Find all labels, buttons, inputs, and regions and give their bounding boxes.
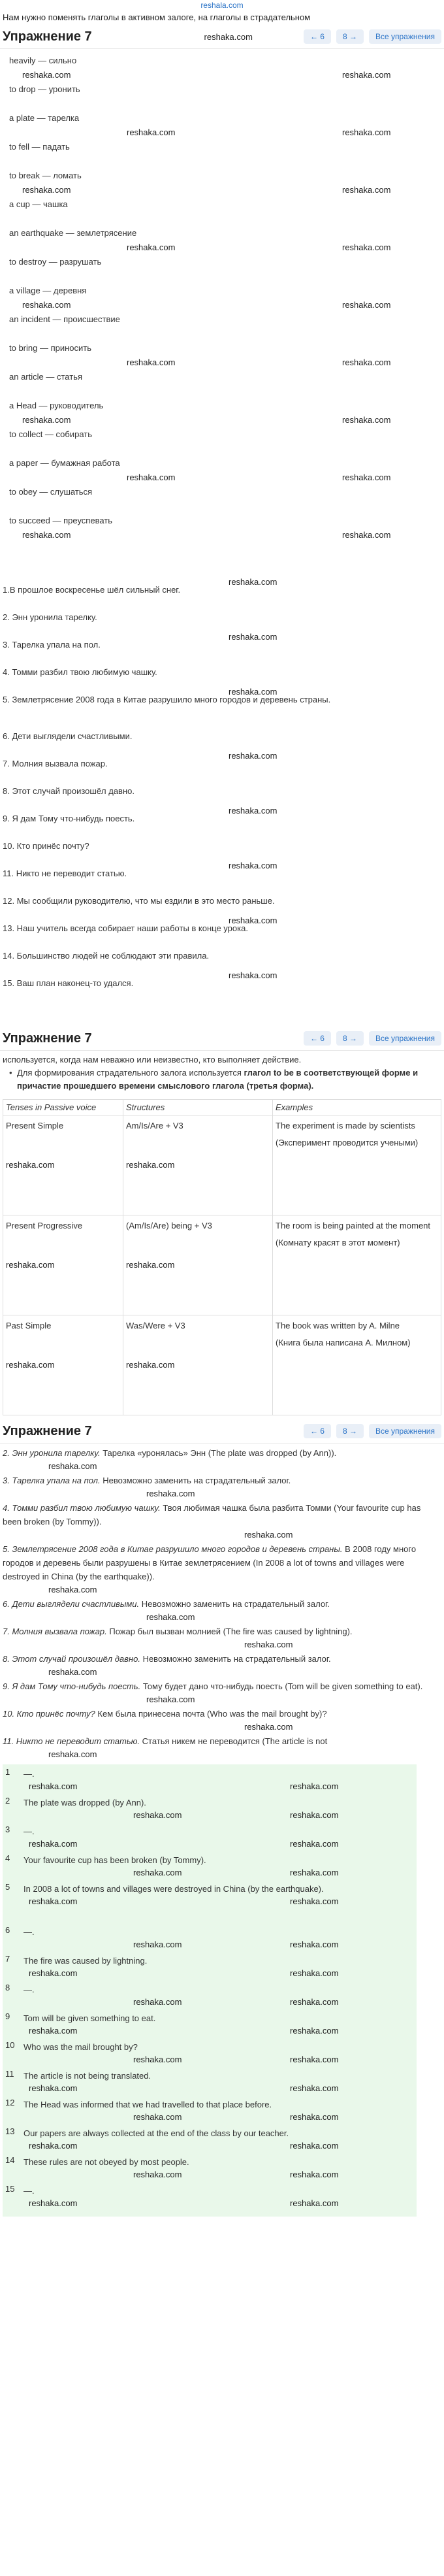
- sentence-text: 14. Большинство людей не соблюдают эти правила.: [3, 951, 210, 961]
- answer-explanation-text: Невозможно заменить на страдательный залог.: [140, 1654, 331, 1664]
- answer-number: 6: [5, 1925, 10, 1935]
- sentence-text: 2. Энн уронила тарелку.: [3, 612, 97, 622]
- example-russian: (Комнату красят в этот момент): [276, 1238, 400, 1247]
- answer-explanations: [0, 1444, 444, 1764]
- answer-text: The article is not being translated.: [24, 2071, 151, 2081]
- answer-explanation: [3, 1446, 441, 1460]
- vocab-pair: [3, 225, 441, 283]
- answer-source-sentence: 4. Томми разбил твою любимую чашку.: [3, 1503, 161, 1513]
- watermark: reshaka.com: [290, 2141, 339, 2151]
- answer-number: 10: [5, 2040, 15, 2050]
- answer-number: 9: [5, 2011, 10, 2021]
- answer-explanation-text: Тарелка «уронялась» Энн (The plate was dropped (by Ann)).: [100, 1448, 337, 1458]
- watermark: reshaka.com: [127, 357, 176, 367]
- answer-source-sentence: 3. Тарелка упала на пол.: [3, 1476, 101, 1485]
- watermark: reshaka.com: [290, 1997, 339, 2007]
- answer-source-sentence: 11. Никто не переводит статью.: [3, 1736, 140, 1746]
- exercise-header-3: [0, 1419, 444, 1444]
- answer-key-row: [3, 1794, 417, 1823]
- watermark: reshaka.com: [22, 415, 71, 425]
- tense-name: Present Simple: [6, 1121, 64, 1131]
- example-russian: (Эксперимент проводится учеными): [276, 1138, 419, 1148]
- answer-explanation-text: Кем была принесена почта (Who was the mail brought by)?: [95, 1709, 327, 1719]
- sentence-text: 5. Землетрясение 2008 года в Китае разрушило много городов и деревень страны.: [3, 695, 331, 704]
- structure-cell: [123, 1115, 273, 1215]
- top-link[interactable]: reshala.com: [200, 1, 244, 10]
- watermark: reshaka.com: [29, 2141, 78, 2151]
- exercise-sentence: [0, 784, 444, 811]
- vocab-pair: [3, 398, 441, 455]
- all-exercises-button-2[interactable]: Все упражнения: [369, 1031, 441, 1046]
- watermark: reshaka.com: [126, 1160, 175, 1170]
- sentence-text: 13. Наш учитель всегда собирает наши работы в конце урока.: [3, 923, 248, 933]
- sentence-text: 9. Я дам Тому что-нибудь поесть.: [3, 814, 135, 823]
- example-cell: [273, 1115, 441, 1215]
- watermark: reshaka.com: [342, 127, 391, 137]
- sentence-text: 12. Мы сообщили руководителю, что мы ездили в это место раньше.: [3, 896, 275, 906]
- answer-explanation: [3, 1597, 441, 1611]
- vocabulary-list: [0, 49, 444, 582]
- exercise-sentence: [0, 893, 444, 921]
- watermark: reshaka.com: [29, 2026, 78, 2036]
- vocab-item: a plate — тарелка: [9, 113, 80, 123]
- vocab-item: to collect — собирать: [9, 429, 93, 439]
- answer-explanation: [3, 1542, 441, 1583]
- watermark: reshaka.com: [48, 1749, 97, 1759]
- sentence-text: 6. Дети выглядели счастливыми.: [3, 731, 133, 741]
- answer-key-row: [3, 1981, 417, 2010]
- next-exercise-button[interactable]: 8 →: [336, 29, 364, 44]
- sentence-text: 15. Ваш план наконец-то удался.: [3, 978, 134, 988]
- exercise-sentence: [0, 838, 444, 866]
- vocab-item: a cup — чашка: [9, 199, 68, 209]
- watermark: reshaka.com: [290, 1896, 339, 1906]
- answer-number: 5: [5, 1882, 10, 1892]
- answer-explanation: [3, 1652, 441, 1666]
- answer-text: The plate was dropped (by Ann).: [24, 1798, 146, 1808]
- watermark: reshaka.com: [244, 1722, 293, 1732]
- exercise-title-2: Упражнение 7: [3, 1031, 92, 1046]
- vocab-item: a paper — бумажная работа: [9, 458, 120, 468]
- answer-number: 7: [5, 1954, 10, 1964]
- sentence-text: 7. Молния вызвала пожар.: [3, 759, 108, 768]
- watermark: reshaka.com: [342, 530, 391, 540]
- watermark: reshaka.com: [133, 1997, 182, 2007]
- answer-key-row: [3, 2068, 417, 2096]
- answer-text: —.: [24, 1769, 35, 1779]
- vocab-item: to break — ломать: [9, 171, 82, 180]
- vocab-item: to drop — уронить: [9, 84, 80, 94]
- vocab-item: to succeed — преуспевать: [9, 516, 113, 525]
- watermark: reshaka.com: [127, 472, 176, 482]
- answer-number: 13: [5, 2126, 15, 2136]
- tense-name: Past Simple: [6, 1321, 52, 1330]
- watermark: reshaka.com: [229, 806, 278, 816]
- all-exercises-button-3[interactable]: Все упражнения: [369, 1424, 441, 1438]
- exercise-sentence: [0, 806, 444, 838]
- answer-source-sentence: 5. Землетрясение 2008 года в Китае разрушило много городов и деревень страны.: [3, 1544, 343, 1554]
- exercise-title: Упражнение 7: [3, 29, 92, 44]
- watermark: reshaka.com: [22, 185, 71, 195]
- vocab-item: to obey — слушаться: [9, 487, 93, 497]
- answer-explanation: [3, 1679, 441, 1693]
- watermark: reshaka.com: [342, 357, 391, 367]
- sentence-text: 4. Томми разбил твою любимую чашку.: [3, 667, 157, 677]
- watermark: reshaka.com: [244, 1640, 293, 1649]
- vocab-item: to destroy — разрушать: [9, 257, 102, 267]
- answer-number: 12: [5, 2098, 15, 2107]
- watermark: reshaka.com: [22, 530, 71, 540]
- answer-explanation-text: В 2008 году много городов и деревень были разрушены в Китае землетрясением (In 2008 a lot of towns and villages were destroyed in China (by the earthquake)).: [3, 1544, 417, 1581]
- watermark: reshaka.com: [126, 1260, 175, 1270]
- exercise-sentence: [0, 687, 444, 729]
- next-exercise-button-2[interactable]: 8 →: [336, 1031, 364, 1046]
- watermark: reshaka.com: [6, 1360, 55, 1370]
- watermark: reshaka.com: [48, 1585, 97, 1594]
- answer-explanation-text: Невозможно заменить на страдательный залог.: [100, 1476, 291, 1485]
- answer-explanation: [3, 1734, 441, 1748]
- watermark: reshaka.com: [342, 300, 391, 310]
- watermark: reshaka.com: [29, 1896, 78, 1906]
- watermark: reshaka.com: [29, 1781, 78, 1791]
- answer-source-sentence: 2. Энн уронила тарелку.: [3, 1448, 101, 1458]
- answer-key-row: [3, 1766, 417, 1794]
- watermark: reshaka.com: [48, 1667, 97, 1677]
- answer-explanation: [3, 1707, 441, 1721]
- watermark: reshaka.com: [229, 577, 278, 587]
- tense-cell: [3, 1215, 123, 1315]
- example-english: The experiment is made by scientists: [276, 1121, 415, 1131]
- answer-text: In 2008 a lot of towns and villages were destroyed in China (by the earthquake).: [24, 1884, 324, 1894]
- watermark: reshaka.com: [204, 31, 253, 42]
- answer-number: 4: [5, 1853, 10, 1863]
- watermark: reshaka.com: [229, 861, 278, 870]
- rule-bullet: [3, 1066, 441, 1093]
- watermark: reshaka.com: [229, 751, 278, 761]
- watermark: reshaka.com: [133, 2055, 182, 2064]
- exercise-header: [0, 25, 444, 49]
- vocab-pair: [3, 513, 441, 570]
- answer-key-row: [3, 1881, 417, 1924]
- prev-exercise-button[interactable]: ← 6: [304, 29, 331, 44]
- watermark: reshaka.com: [342, 472, 391, 482]
- answer-text: —.: [24, 1927, 35, 1937]
- watermark: reshaka.com: [290, 2026, 339, 2036]
- watermark: reshaka.com: [290, 2112, 339, 2122]
- passive-voice-table: [3, 1099, 441, 1415]
- watermark: reshaka.com: [342, 242, 391, 252]
- watermark: reshaka.com: [290, 1810, 339, 1820]
- answer-explanation-text: Статья никем не переводится (The article is not: [140, 1736, 328, 1746]
- watermark: reshaka.com: [342, 185, 391, 195]
- watermark: reshaka.com: [342, 415, 391, 425]
- vocab-item: an earthquake — землетрясение: [9, 228, 137, 238]
- answer-number: 8: [5, 1983, 10, 1992]
- answer-key-row: [3, 2039, 417, 2068]
- answer-source-sentence: 9. Я дам Тому что-нибудь поесть.: [3, 1681, 141, 1691]
- example-russian: (Книга была написана А. Милном): [276, 1338, 411, 1347]
- watermark: reshaka.com: [126, 1360, 175, 1370]
- watermark: reshaka.com: [48, 1461, 97, 1471]
- answer-key-row: [3, 1823, 417, 1852]
- watermark: reshaka.com: [29, 1839, 78, 1849]
- watermark: reshaka.com: [133, 1940, 182, 1949]
- vocab-pair: [3, 283, 441, 340]
- rule-line: используется, когда нам неважно или неизвестно, кто выполняет действие.: [3, 1055, 302, 1065]
- answer-text: The Head was informed that we had travelled to that place before.: [24, 2100, 272, 2109]
- answer-explanation: [3, 1474, 441, 1487]
- answer-explanation-text: Невозможно заменить на страдательный залог.: [139, 1599, 330, 1609]
- exercise-sentence: [0, 751, 444, 784]
- answer-key: [3, 1764, 417, 2217]
- table-header-examples: Examples: [273, 1100, 441, 1115]
- next-exercise-button-3[interactable]: 8 →: [336, 1424, 364, 1438]
- structure-cell: [123, 1315, 273, 1415]
- vocab-item: an article — статья: [9, 372, 82, 382]
- watermark: reshaka.com: [127, 242, 176, 252]
- watermark: reshaka.com: [290, 1839, 339, 1849]
- watermark: reshaka.com: [146, 1694, 195, 1704]
- prev-exercise-button-3[interactable]: ← 6: [304, 1424, 331, 1438]
- watermark: reshaka.com: [22, 70, 71, 80]
- tense-cell: [3, 1315, 123, 1415]
- example-cell: [273, 1315, 441, 1415]
- watermark: reshaka.com: [146, 1489, 195, 1498]
- answer-text: Tom will be given something to eat.: [24, 2013, 156, 2023]
- vocab-item: to fell — падать: [9, 142, 70, 152]
- exercise-sentence: [0, 861, 444, 893]
- watermark: reshaka.com: [22, 300, 71, 310]
- sentence-list: [0, 577, 444, 1027]
- exercise-sentence: [0, 948, 444, 976]
- structure-formula: (Am/Is/Are) being + V3: [126, 1221, 212, 1230]
- answer-explanation-text: Твоя любимая чашка была разбита Томми (Your favourite cup has been broken (by Tommy)).: [3, 1503, 421, 1527]
- answer-key-row: [3, 2183, 417, 2211]
- structure-formula: Am/Is/Are + V3: [126, 1121, 183, 1131]
- exercise-sentence: [0, 610, 444, 637]
- vocab-item: a Head — руководитель: [9, 401, 104, 410]
- vocab-pair: [3, 340, 441, 398]
- grammar-rule: [0, 1051, 444, 1095]
- vocab-item: an incident — происшествие: [9, 314, 120, 324]
- answer-explanation: [3, 1625, 441, 1638]
- answer-text: Our papers are always collected at the end of the class by our teacher.: [24, 2128, 289, 2138]
- exercise-sentence: [0, 916, 444, 948]
- answer-number: 3: [5, 1825, 10, 1834]
- watermark: reshaka.com: [244, 1530, 293, 1540]
- answer-number: 2: [5, 1796, 10, 1806]
- sentence-text: 11. Никто не переводит статью.: [3, 868, 127, 878]
- watermark: reshaka.com: [229, 632, 278, 642]
- watermark: reshaka.com: [290, 2198, 339, 2208]
- answer-text: —.: [24, 1826, 35, 1836]
- table-row: [3, 1315, 441, 1415]
- answer-key-row: [3, 1852, 417, 1881]
- watermark: reshaka.com: [29, 2083, 78, 2093]
- answer-key-row: [3, 2125, 417, 2154]
- exercise-sentence: [0, 729, 444, 756]
- vocab-item: a village — деревня: [9, 286, 87, 295]
- example-cell: [273, 1215, 441, 1315]
- answer-source-sentence: 10. Кто принёс почту?: [3, 1709, 95, 1719]
- vocab-item: heavily — сильно: [9, 56, 77, 65]
- watermark: reshaka.com: [229, 687, 278, 697]
- rule-bullet-bold: глагол to be в соответствующей форме и причастие прошедшего времени смыслового глагола (третья форма).: [17, 1068, 419, 1091]
- watermark: reshaka.com: [290, 2055, 339, 2064]
- intro-text: Нам нужно поменять глаголы в активном залоге, на глаголы в страдательном: [3, 12, 311, 22]
- watermark: reshaka.com: [229, 970, 278, 980]
- prev-exercise-button-2[interactable]: ← 6: [304, 1031, 331, 1046]
- answer-number: 1: [5, 1767, 10, 1777]
- watermark: reshaka.com: [6, 1260, 55, 1270]
- watermark: reshaka.com: [290, 1868, 339, 1877]
- exercise-sentence: [0, 665, 444, 692]
- table-header-tenses: Tenses in Passive voice: [3, 1100, 123, 1115]
- table-row: [3, 1215, 441, 1315]
- exercise-sentence: [0, 577, 444, 610]
- watermark: reshaka.com: [290, 1781, 339, 1791]
- answer-text: Your favourite cup has been broken (by Tommy).: [24, 1855, 206, 1865]
- vocab-pair: [3, 53, 441, 110]
- table-header-structures: Structures: [123, 1100, 273, 1115]
- table-row: [3, 1115, 441, 1215]
- answer-number: 11: [5, 2069, 14, 2079]
- watermark: reshaka.com: [290, 2170, 339, 2179]
- watermark: reshaka.com: [290, 1940, 339, 1949]
- answer-key-row: [3, 1924, 417, 1953]
- watermark: reshaka.com: [29, 1968, 78, 1978]
- answer-key-row: [3, 2096, 417, 2125]
- rule-bullet-prefix: Для формирования страдательного залога используется: [17, 1068, 244, 1078]
- answer-key-row: [3, 1953, 417, 1981]
- watermark: reshaka.com: [146, 1612, 195, 1622]
- watermark: reshaka.com: [29, 2198, 78, 2208]
- watermark: reshaka.com: [133, 1810, 182, 1820]
- answer-text: The fire was caused by lightning.: [24, 1956, 148, 1966]
- example-english: The book was written by A. Milne: [276, 1321, 400, 1330]
- answer-source-sentence: 6. Дети выглядели счастливыми.: [3, 1599, 140, 1609]
- watermark: reshaka.com: [133, 1868, 182, 1877]
- structure-cell: [123, 1215, 273, 1315]
- sentence-text: 10. Кто принёс почту?: [3, 841, 89, 851]
- all-exercises-button[interactable]: Все упражнения: [369, 29, 441, 44]
- tense-name: Present Progressive: [6, 1221, 83, 1230]
- answer-explanation: [3, 1501, 441, 1528]
- example-english: The room is being painted at the moment: [276, 1221, 431, 1230]
- answer-source-sentence: 7. Молния вызвала пожар.: [3, 1627, 107, 1636]
- watermark: reshaka.com: [127, 127, 176, 137]
- structure-formula: Was/Were + V3: [126, 1321, 185, 1330]
- watermark: reshaka.com: [290, 2083, 339, 2093]
- exercise-sentence: [0, 632, 444, 665]
- answer-text: These rules are not obeyed by most people.: [24, 2157, 189, 2167]
- watermark: reshaka.com: [342, 70, 391, 80]
- vocab-pair: [3, 455, 441, 513]
- answer-key-row: [3, 2010, 417, 2039]
- answer-key-row: [3, 2154, 417, 2183]
- watermark: reshaka.com: [290, 1968, 339, 1978]
- answer-explanation-text: Тому будет дано что-нибудь поесть (Tom will be given something to eat).: [140, 1681, 423, 1691]
- answer-number: 15: [5, 2184, 15, 2194]
- answer-text: —.: [24, 2186, 35, 2196]
- vocab-pair: [3, 168, 441, 225]
- watermark: reshaka.com: [133, 2112, 182, 2122]
- exercise-sentence: [0, 970, 444, 1003]
- answer-text: Who was the mail brought by?: [24, 2042, 138, 2052]
- vocab-pair: [3, 110, 441, 168]
- vocab-item: to bring — приносить: [9, 343, 92, 353]
- sentence-text: 8. Этот случай произошёл давно.: [3, 786, 135, 796]
- watermark: reshaka.com: [133, 2170, 182, 2179]
- answer-explanation-text: Пожар был вызван молнией (The fire was caused by lightning).: [106, 1627, 353, 1636]
- sentence-text: 1.В прошлое воскресенье шёл сильный снег.: [3, 585, 181, 595]
- answer-source-sentence: 8. Этот случай произошёл давно.: [3, 1654, 140, 1664]
- tense-cell: [3, 1115, 123, 1215]
- watermark: reshaka.com: [6, 1160, 55, 1170]
- watermark: reshaka.com: [229, 916, 278, 925]
- exercise-title-3: Упражнение 7: [3, 1423, 92, 1438]
- exercise-header-2: [0, 1027, 444, 1051]
- answer-text: —.: [24, 1985, 35, 1994]
- sentence-text: 3. Тарелка упала на пол.: [3, 640, 101, 650]
- answer-number: 14: [5, 2155, 15, 2165]
